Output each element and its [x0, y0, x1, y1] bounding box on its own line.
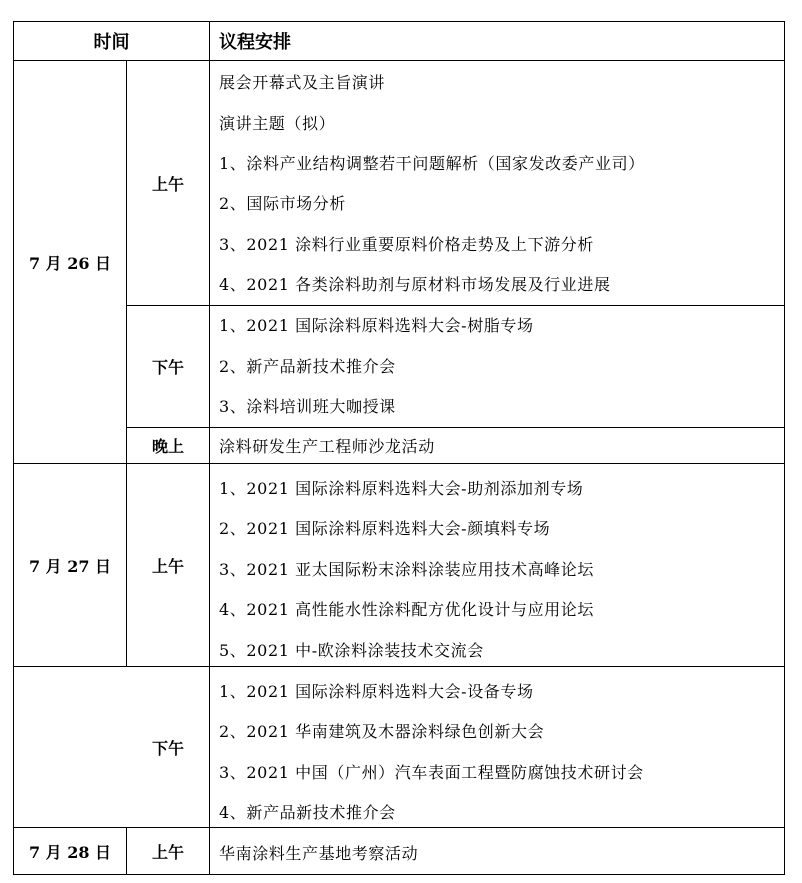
header-divider: [13, 60, 785, 61]
agenda-item: 4、2021 各类涂料助剂与原材料市场发展及行业进展: [219, 275, 611, 294]
row-divider: [13, 463, 785, 464]
agenda-item: 展会开幕式及主旨演讲: [219, 73, 386, 92]
table-border-bottom: [13, 874, 785, 875]
table-border-top: [13, 21, 785, 22]
date-cell: 7 月 28 日: [28, 842, 112, 862]
column-divider: [126, 827, 127, 875]
row-divider: [126, 305, 785, 306]
period-cell: 下午: [151, 738, 184, 758]
agenda-item: 4、2021 高性能水性涂料配方优化设计与应用论坛: [219, 600, 594, 619]
agenda-item: 5、2021 中-欧涂料涂装技术交流会: [219, 641, 484, 660]
agenda-item: 1、2021 国际涂料原料选料大会-树脂专场: [219, 316, 534, 335]
row-divider: [13, 827, 785, 828]
agenda-item: 华南涂料生产基地考察活动: [219, 844, 419, 863]
agenda-item: 3、2021 中国（广州）汽车表面工程暨防腐蚀技术研讨会: [219, 763, 644, 782]
agenda-item: 演讲主题（拟）: [219, 114, 336, 133]
date-cell: 7 月 26 日: [28, 253, 112, 273]
period-cell: 上午: [151, 556, 184, 576]
agenda-item: 1、2021 国际涂料原料选料大会-助剂添加剂专场: [219, 479, 584, 498]
agenda-item: 3、2021 涂料行业重要原料价格走势及上下游分析: [219, 235, 594, 254]
period-cell: 上午: [151, 842, 184, 862]
column-divider: [126, 60, 127, 667]
column-divider: [209, 21, 210, 875]
agenda-item: 2、国际市场分析: [219, 194, 346, 213]
agenda-item: 2、2021 国际涂料原料选料大会-颜填料专场: [219, 519, 551, 538]
date-cell: 7 月 27 日: [28, 556, 112, 576]
row-divider: [126, 427, 785, 428]
agenda-item: 3、涂料培训班大咖授课: [219, 397, 396, 416]
header-time: 时间: [93, 32, 130, 53]
period-cell: 晚上: [151, 437, 184, 456]
agenda-item: 涂料研发生产工程师沙龙活动: [219, 437, 435, 456]
period-cell: 下午: [151, 358, 184, 377]
agenda-item: 2、2021 华南建筑及木器涂料绿色创新大会: [219, 722, 545, 741]
table-border-left: [13, 21, 14, 875]
agenda-item: 3、2021 亚太国际粉末涂料涂装应用技术高峰论坛: [219, 560, 594, 579]
period-cell: 上午: [151, 174, 184, 194]
row-divider: [13, 666, 785, 667]
agenda-item: 4、新产品新技术推介会: [219, 803, 396, 822]
agenda-item: 1、2021 国际涂料原料选料大会-设备专场: [219, 682, 534, 701]
agenda-item: 1、涂料产业结构调整若干问题解析（国家发改委产业司）: [219, 154, 645, 173]
header-agenda: 议程安排: [219, 32, 291, 53]
table-border-right: [784, 21, 785, 875]
agenda-item: 2、新产品新技术推介会: [219, 357, 396, 376]
